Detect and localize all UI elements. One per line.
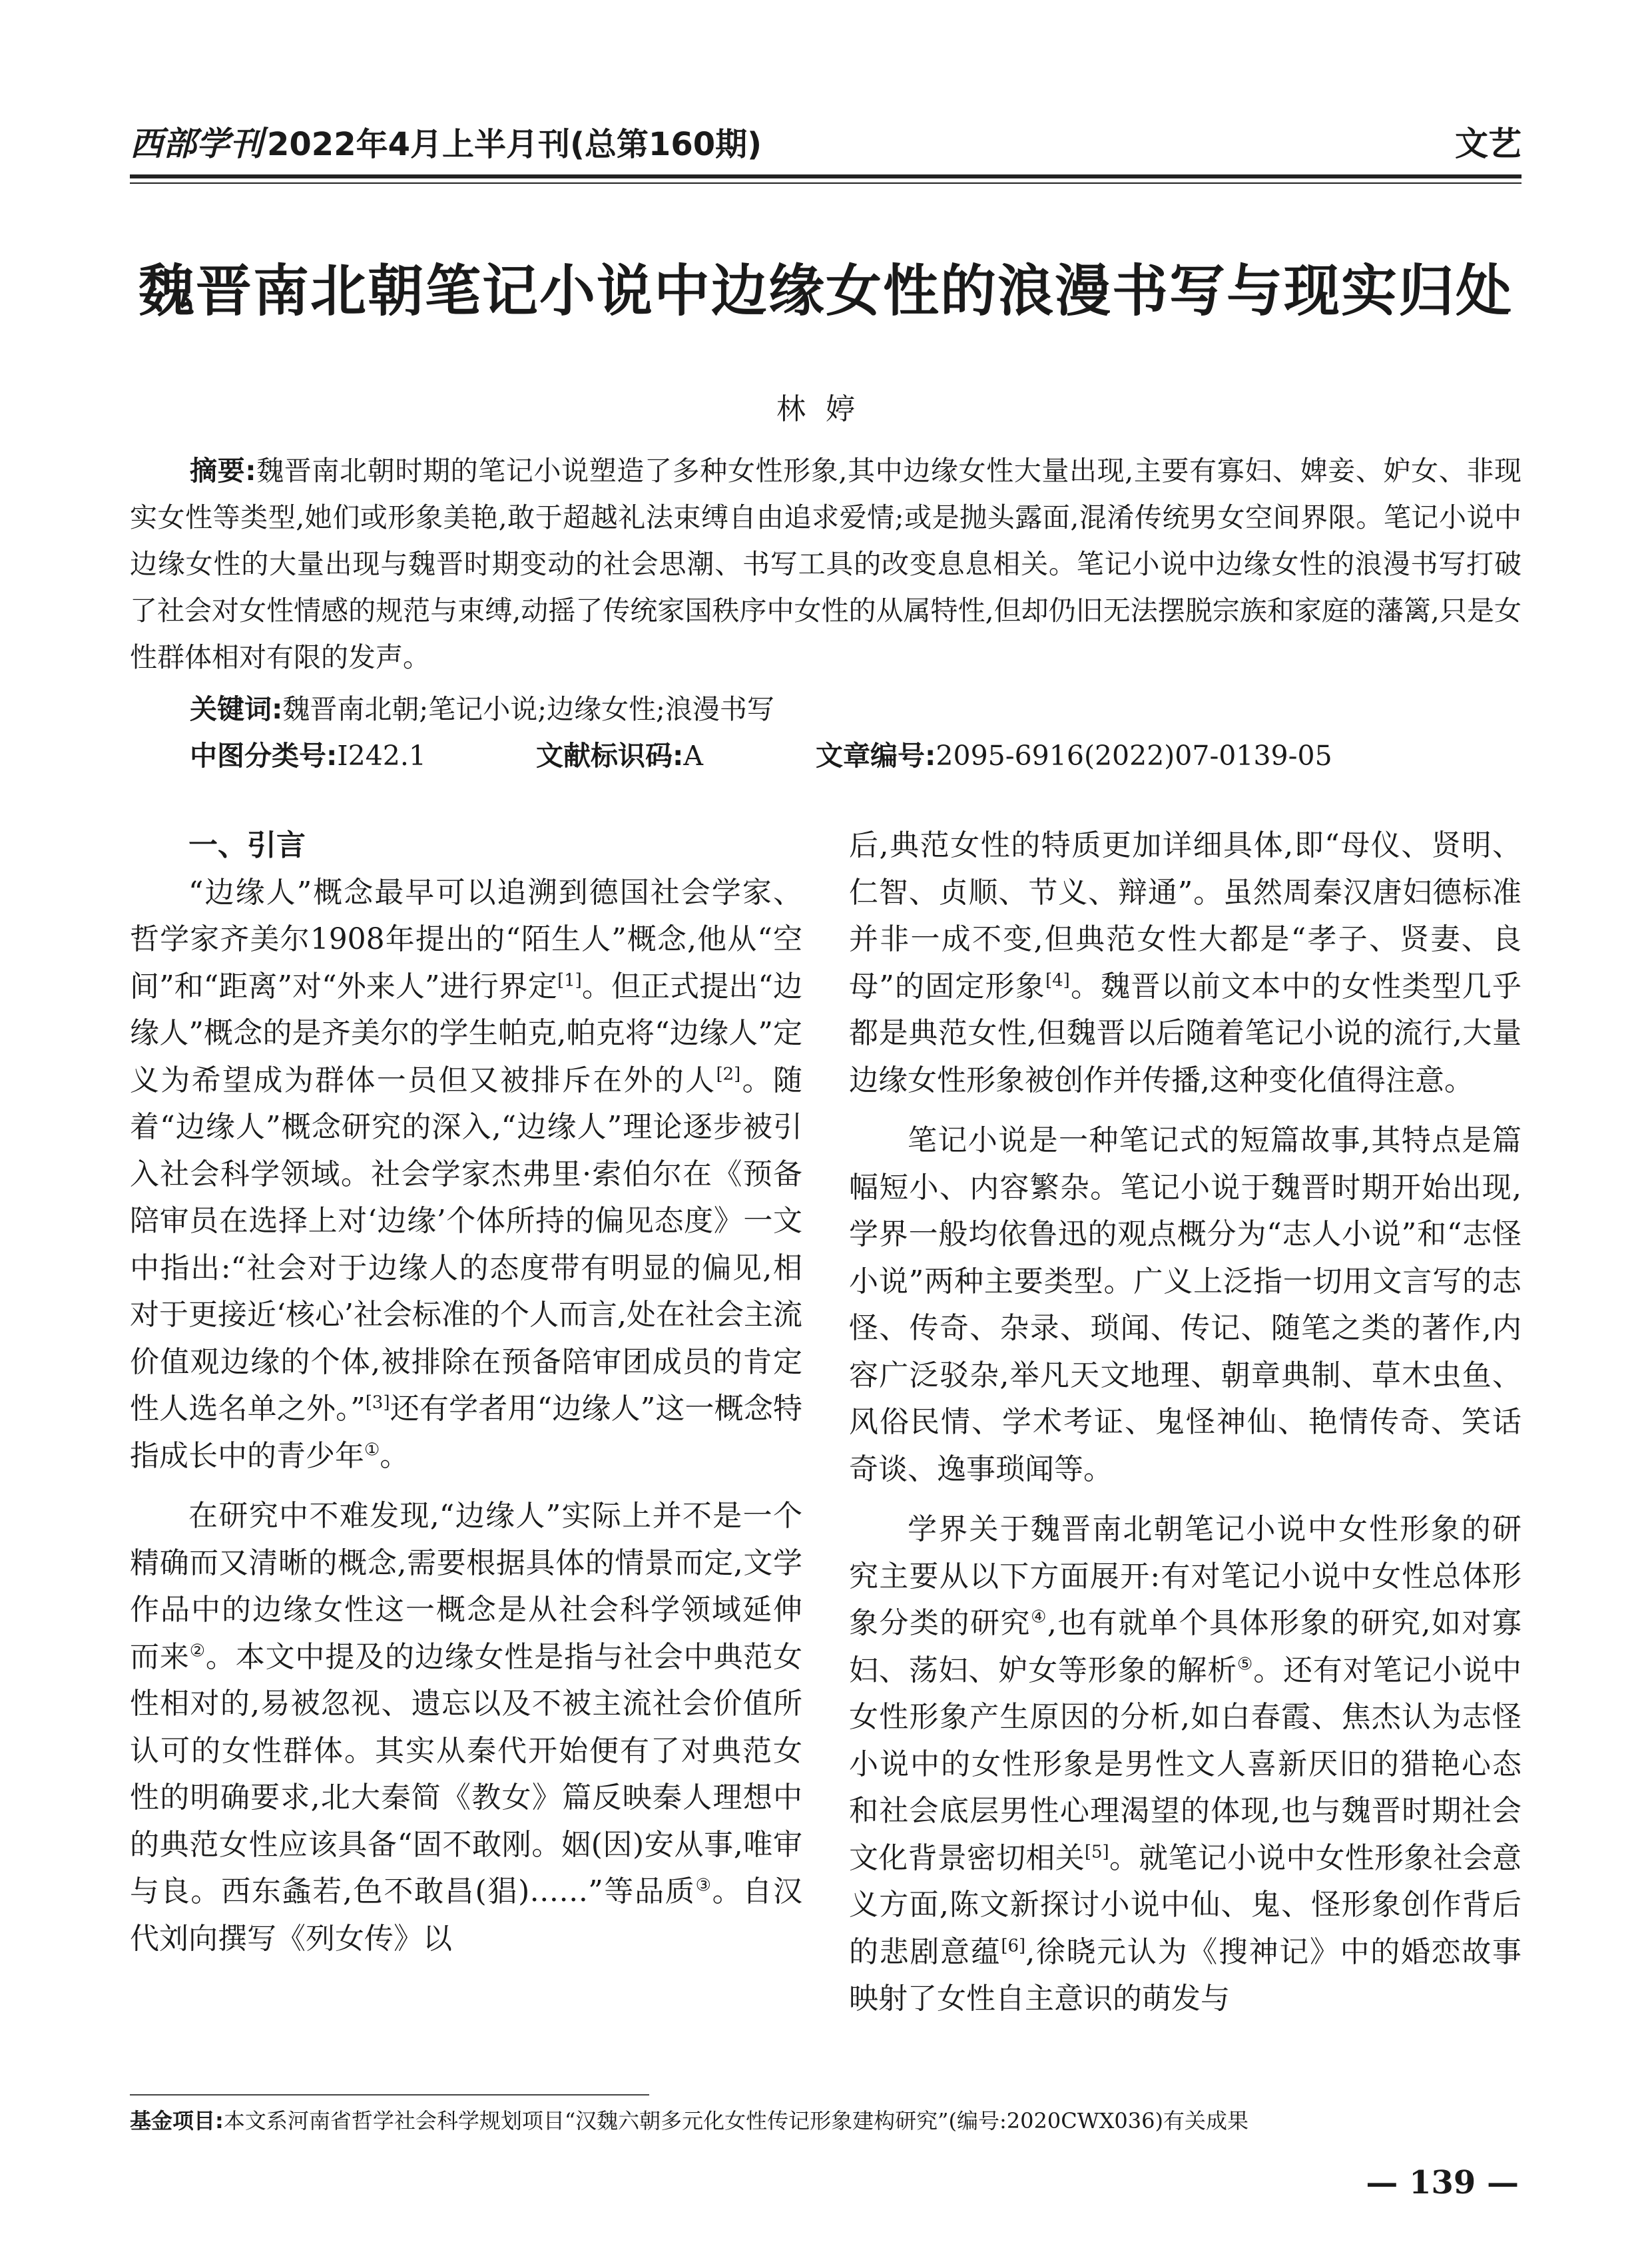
citation: [1] <box>557 970 582 990</box>
paragraph: 在研究中不难发现,“边缘人”实际上并不是一个精确而又清晰的概念,需要根据具体的情景而定,文学作品中的边缘女性这一概念是从社会科学领域延伸而来②。本文中提及的边缘女性是指与社会中典范女性相对的,易被忽视、遗忘以及不被主流社会价值所认可的女性群体。其实从秦代开始便有了对典范女性的明确要求,北大秦简《教女》篇反映秦人理想中的典范女性应该具备“固不敢刚。姻(因)安从事,唯审与良。西东螽若,色不敢昌(猖)……”等品质③。自汉代刘向撰写《列女传》以 <box>130 1499 803 1956</box>
note-marker: ① <box>364 1439 380 1460</box>
doc-code-group <box>536 734 816 773</box>
citation: [3] <box>365 1392 390 1413</box>
body-column-left <box>130 822 802 1962</box>
funding-footnote <box>130 2104 1521 2135</box>
abstract <box>130 447 1521 681</box>
header-issue <box>130 117 762 165</box>
abstract-text: 魏晋南北朝时期的笔记小说塑造了多种女性形象,其中边缘女性大量出现,主要有寡妇、婢妾、妒女、非现实女性等类型,她们或形象美艳,敢于超越礼法束缚自由追求爱情;或是抛头露面,混淆传统男女空间界限。笔记小说中边缘女性的大量出现与魏晋时期变动的社会思潮、书写工具的改变息息相关。笔记小说中边缘女性的浪漫书写打破了社会对女性情感的规范与束缚,动摇了传统家国秩序中女性的从属特性,但却仍旧无法摆脱宗族和家庭的藩篱,只是女性群体相对有限的发声。 <box>130 455 1522 673</box>
clc-group <box>190 734 536 773</box>
note-marker: ④ <box>1031 1607 1047 1627</box>
citation: [4] <box>1045 970 1070 990</box>
header-rule-thin <box>130 182 1521 184</box>
running-header <box>130 112 1521 172</box>
keywords-label: 关键词: <box>190 693 283 725</box>
article-author: 林婷 <box>776 392 875 426</box>
abstract-label: 摘要: <box>190 455 256 487</box>
note-marker: ⑤ <box>1237 1653 1254 1674</box>
header-section: 文艺 <box>1455 125 1521 163</box>
classification-line <box>190 734 1521 773</box>
note-marker: ② <box>189 1640 206 1661</box>
clc-label: 中图分类号: <box>190 740 338 772</box>
paragraph: 学界关于魏晋南北朝笔记小说中女性形象的研究主要从以下方面展开:有对笔记小说中女性总体形象分类的研究④,也有就单个具体形象的研究,如对寡妇、荡妇、妒女等形象的解析⑤。还有对笔记小说中女性形象产生原因的分析,如白春霞、焦杰认为志怪小说中的女性形象是男性文人喜新厌旧的猎艳心态和社会底层男性心理渴望的体现,也与魏晋时期社会文化背景密切相关[5]。就笔记小说中女性形象社会意义方面,陈文新探讨小说中仙、鬼、怪形象创作背后的悲剧意蕴[6],徐晓元认为《搜神记》中的婚恋故事映射了女性自主意识的萌发与 <box>849 1512 1522 2016</box>
doc-code-value: A <box>683 740 704 772</box>
section-heading: 一、引言 <box>188 828 306 862</box>
doc-code-label: 文献标识码: <box>536 740 684 772</box>
clc-value: I242.1 <box>337 740 426 772</box>
body-column-right <box>849 822 1521 2023</box>
article-number-label: 文章编号: <box>816 740 936 772</box>
article-title: 魏晋南北朝笔记小说中边缘女性的浪漫书写与现实归处 <box>138 258 1513 324</box>
article-number-value: 2095-6916(2022)07-0139-05 <box>936 740 1332 772</box>
header-rule-thick <box>130 174 1521 178</box>
citation: [5] <box>1084 1841 1109 1862</box>
note-marker: ③ <box>695 1875 712 1896</box>
citation: [2] <box>716 1063 741 1084</box>
citation: [6] <box>1001 1935 1026 1956</box>
footnote-rule <box>130 2094 649 2096</box>
page-number: — 139 — <box>1366 2164 1519 2201</box>
funding-label: 基金项目: <box>130 2108 224 2133</box>
paragraph: 后,典范女性的特质更加详细具体,即“母仪、贤明、仁智、贞顺、节义、辩通”。虽然周秦汉唐妇德标准并非一成不变,但典范女性大都是“孝子、贤妻、良母”的固定形象[4]。魏晋以前文本中的女性类型几乎都是典范女性,但魏晋以后随着笔记小说的流行,大量边缘女性形象被创作并传播,这种变化值得注意。 <box>849 828 1522 1097</box>
journal-logo: 西部学刊 <box>130 124 263 163</box>
keywords <box>190 687 1521 726</box>
paragraph: 笔记小说是一种笔记式的短篇故事,其特点是篇幅短小、内容繁杂。笔记小说于魏晋时期开始出现,学界一般均依鲁迅的观点概分为“志人小说”和“志怪小说”两种主要类型。广义上泛指一切用文言写的志怪、传奇、杂录、琐闻、传记、随笔之类的著作,内容广泛驳杂,举凡天文地理、朝章典制、草木虫鱼、风俗民情、学术考证、鬼怪神仙、艳情传奇、笑话奇谈、逸事琐闻等。 <box>849 1123 1521 1486</box>
paragraph: “边缘人”概念最早可以追溯到德国社会学家、哲学家齐美尔1908年提出的“陌生人”概念,他从“空间”和“距离”对“外来人”进行界定[1]。但正式提出“边缘人”概念的是齐美尔的学生帕克,帕克将“边缘人”定义为希望成为群体一员但又被排斥在外的人[2]。随着“边缘人”概念研究的深入,“边缘人”理论逐步被引入社会科学领域。社会学家杰弗里·索伯尔在《预备陪审员在选择上对‘边缘’个体所持的偏见态度》一文中指出:“社会对于边缘人的态度带有明显的偏见,相对于更接近‘核心’社会标准的个人而言,处在社会主流价值观边缘的个体,被排除在预备陪审团成员的肯定性人选名单之外。”[3]还有学者用“边缘人”这一概念特指成长中的青少年①。 <box>130 875 803 1473</box>
article-number-group <box>816 734 1332 773</box>
issue-info: 2022年4月上半月刊(总第160期) <box>267 126 762 163</box>
funding-text: 本文系河南省哲学社会科学规划项目“汉魏六朝多元化女性传记形象建构研究”(编号:2020CWX036)有关成果 <box>223 2108 1248 2133</box>
keywords-text: 魏晋南北朝;笔记小说;边缘女性;浪漫书写 <box>282 693 774 725</box>
